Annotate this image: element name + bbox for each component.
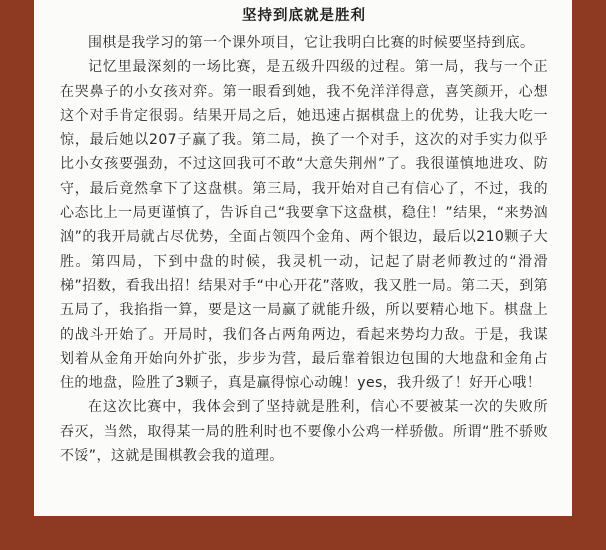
article-title: 坚持到底就是胜利	[242, 8, 366, 24]
article-paragraph-story: 记忆里最深刻的一场比赛，是五级升四级的过程。第一局，我与一个正在哭鼻子的小女孩对弈。第一眼看到她，我不免洋洋得意，喜笑颜开，心想这个对手肯定很弱。结果开局之后，她迅速占据棋盘上的优势，让我大吃一惊，最后她以207子赢了我。第二局，换了一个对手，这次的对手实力似乎比小女孩要强劲，不过这回我可不敢“大意失荆州”了。我很谨慎地进攻、防守，最后竟然拿下了这盘棋。第三局，我开始对自己有信心了，不过，我的心态比上一局更谨慎了，告诉自己“我要拿下这盘棋，稳住！”结果，“来势汹汹”的我开局就占尽优势，全面占领四个金角、两个银边，最后以210颗子大胜。第四局，下到中盘的时候，我灵机一动，记起了尉老师教过的“滑滑梯”招数，看我出招！结果对手“中心开花”落败，我又胜一局。第二天，到第五局了，我掐指一算，要是这一局赢了就能升级，所以要精心地下。棋盘上的战斗开始了。开局时，我们各占两角两边，看起来势均力敌。于是，我谋划着从金角开始向外扩张，步步为营，最后靠着银边包围的大地盘和金角占住的地盘，险胜了3颗子，真是赢得惊心动魄！yes，我升级了！好开心哦！	[60, 59, 548, 392]
article-paragraph-conclusion: 在这次比赛中，我体会到了坚持就是胜利，信心不要被某一次的失败所吞灭，当然，取得某一局的胜利时也不要像小公鸡一样骄傲。所谓“胜不骄败不馁”，这就是围棋教会我的道理。	[60, 399, 548, 465]
article-paragraph-intro: 围棋是我学习的第一个课外项目，它让我明白比赛的时候要坚持到底。	[88, 35, 535, 51]
article-card	[34, 0, 572, 516]
